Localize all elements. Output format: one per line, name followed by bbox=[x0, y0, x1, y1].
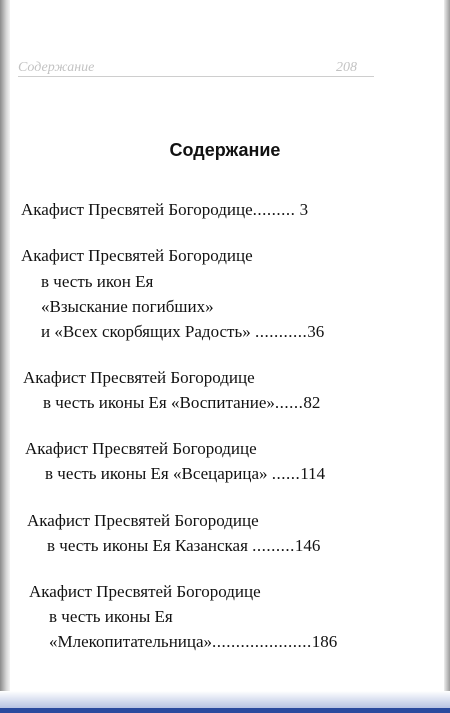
toc-entry-2 bbox=[41, 322, 324, 342]
toc-entry-5-line-1: Акафист Пресвятей Богородице bbox=[27, 511, 259, 530]
toc-leader-dots: ..................... bbox=[212, 632, 312, 651]
toc-page-number: 186 bbox=[311, 632, 338, 651]
toc-entry-2-line-1: Акафист Пресвятей Богородице bbox=[21, 246, 253, 265]
toc-entry-3 bbox=[43, 393, 320, 413]
toc-entry-4-line-1: Акафист Пресвятей Богородице bbox=[25, 439, 257, 458]
toc-entry-text: в честь иконы Ея «Воспитание» bbox=[43, 393, 275, 412]
toc-leader-dots: ......... bbox=[252, 536, 295, 555]
bleed-through-header-left: Содержание bbox=[18, 60, 95, 75]
toc-entry-6-line-2: в честь иконы Ея bbox=[49, 607, 173, 626]
toc-entry-2-line-3: «Взыскание погибших» bbox=[41, 297, 214, 316]
page-title: Содержание bbox=[169, 140, 281, 160]
toc-entry-text: «Млекопитательница» bbox=[49, 632, 213, 651]
toc-entry-6 bbox=[49, 632, 337, 652]
toc-entry-text: и «Всех скорбящих Радость» bbox=[41, 322, 251, 341]
toc-entry-text: в честь иконы Ея «Всецарица» bbox=[45, 464, 268, 483]
toc-leader-dots: ........... bbox=[255, 322, 308, 341]
toc-page-number: 3 bbox=[299, 200, 309, 219]
toc-entry-5 bbox=[47, 536, 320, 556]
toc-page-number: 36 bbox=[307, 322, 325, 341]
toc-entry-text: Акафист Пресвятей Богородице bbox=[21, 200, 253, 219]
toc-entry-6-line-1: Акафист Пресвятей Богородице bbox=[29, 582, 261, 601]
toc-leader-dots: ......... bbox=[252, 200, 296, 219]
toc-entry-3-line-1: Акафист Пресвятей Богородице bbox=[23, 368, 255, 387]
toc-leader-dots: ...... bbox=[271, 464, 301, 483]
toc-page-number: 82 bbox=[303, 393, 321, 412]
toc-page-number: 114 bbox=[300, 464, 326, 483]
scan-bottom-edge bbox=[0, 691, 450, 713]
toc-page-number: 146 bbox=[294, 536, 321, 555]
toc-entry-1 bbox=[21, 200, 308, 220]
bleed-through-header-page: 208 bbox=[336, 60, 357, 75]
toc-entry-text: в честь иконы Ея Казанская bbox=[47, 536, 248, 555]
toc-entry-2-line-2: в честь икон Ея bbox=[41, 272, 154, 291]
toc-entry-4 bbox=[45, 464, 325, 484]
toc-leader-dots: ...... bbox=[274, 393, 304, 412]
